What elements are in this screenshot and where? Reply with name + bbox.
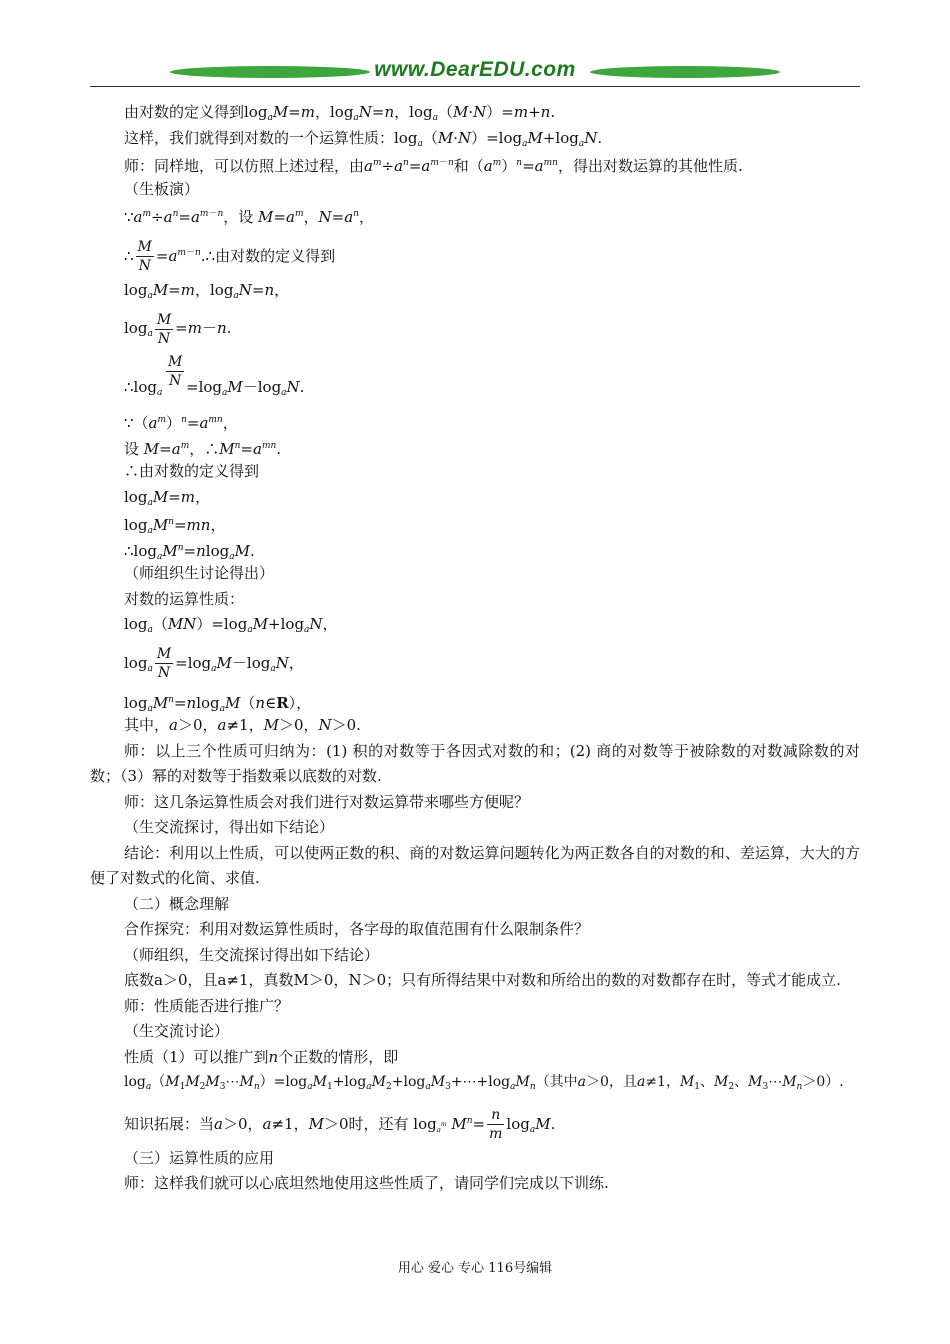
fraction: $\frac{M}{N}$ bbox=[137, 239, 152, 274]
text-line: 由对数的定义得到$\log_aM=m$，$\log_aN=n$，$\log_a(M\cdot N)=m+n$. bbox=[124, 103, 556, 123]
text-line: $\log_a$ $\frac{M}{N}$ $=\log_aM-\log_aN$， bbox=[124, 646, 304, 681]
text-line: 这样，我们就得到对数的一个运算性质：$\log_a(M\cdot N)=\log_aM+\log_aN$. bbox=[124, 128, 603, 149]
page-footer: 用心 爱心 专心 116号编辑 bbox=[397, 1261, 553, 1276]
paragraph: 结论：利用以上性质，可以使两正数的积、商的对数运算问题转化为两正数各自的对数的和、差运算，大大的方便了对数式的化简、求值. bbox=[90, 843, 860, 887]
fraction: $\frac{M}{N}$ bbox=[156, 311, 172, 347]
text-line: $\because a^m\div a^n=a^{m-n}$，设 $M=a^m$，$N=a^n$， bbox=[124, 208, 374, 226]
text-line: $\log_aM=m$， bbox=[124, 487, 210, 508]
text-line: 其中，a＞0，a≠1，M＞0，N＞0. bbox=[124, 716, 361, 734]
text-line: （生板演） bbox=[124, 179, 200, 198]
text-line: （师组织，生交流探讨得出如下结论） bbox=[124, 945, 380, 964]
text-line: 性质（1）可以推广到n个正数的情形，即 bbox=[124, 1047, 399, 1066]
text-line: ∴ $\frac{M}{N}$ $=a^{m-n}.\therefore$由对数的定义得到 bbox=[124, 239, 336, 274]
text-line: 师：同样地，可以仿照上述过程，由$a^m\div a^n=a^{m-n}$和$(a^m)^n=a^{mn}$，得出对数运算的其他性质. bbox=[124, 157, 743, 175]
section-heading: （二）概念理解 bbox=[124, 894, 230, 913]
document-body bbox=[90, 100, 860, 1197]
text-line: 师：这几条运算性质会对我们进行对数运算带来哪些方便呢？ bbox=[124, 792, 530, 811]
text-line: $\log_aM^n=mn$， bbox=[124, 516, 226, 536]
fraction: $\frac{M}{N}$ bbox=[156, 646, 172, 681]
text-line: $\log_a(MN)=\log_aM+\log_aN$， bbox=[124, 615, 338, 635]
text-line: ∴由对数的定义得到 bbox=[124, 462, 260, 480]
text-line: $\log_a$ $\frac{M}{N}$ =m－n. bbox=[124, 311, 232, 347]
text-line: $\therefore\log_a$ $\frac{M}{N}$ $=\log_aM-\log_aN$. bbox=[124, 354, 305, 398]
text-line: （生交流讨论） bbox=[124, 1022, 230, 1040]
text-line: $\because(a^m)^n=a^{mn}$， bbox=[124, 414, 238, 432]
fraction: $\frac{n}{m}$ bbox=[489, 1107, 503, 1142]
site-logo: www.DearEDU.com bbox=[374, 58, 576, 81]
text-line: 设 $M=a^m$，$\therefore M^n=a^{mn}$. bbox=[124, 439, 282, 458]
text-line: 师：性质能否进行推广？ bbox=[124, 996, 290, 1015]
text-line: $\log_aM^n=nlog_aM(n\in R)$， bbox=[124, 693, 312, 714]
text-line: $\therefore\log_aM^n=nlog_aM$. bbox=[124, 541, 255, 562]
paragraph: 底数a＞0，且a≠1，真数M＞0，N＞0；只有所得结果中对数和所给出的数的对数都存在时，等式才能成立. bbox=[124, 971, 841, 989]
text-line: （生交流探讨，得出如下结论） bbox=[124, 818, 335, 836]
text-line: （师组织生讨论得出） bbox=[124, 564, 275, 582]
text-line: $\log_a(M_1M_2M_3\cdots M_n)=\log_aM_1+\log_aM_2+\log_aM_3+\cdots+\log_aM_n$（其中a＞0，且a≠1，$M_1$、$M_2$、$M_3\cdots M_n>0$）. bbox=[124, 1074, 844, 1092]
paragraph: 师：以上三个性质可归纳为：(1) 积的对数等于各因式对数的和；(2) 商的对数等于被除数的对数减除数的对数；（3）幂的对数等于指数乘以底数的对数. bbox=[90, 741, 860, 785]
text-line: 知识拓展：当a＞0，a≠1，M＞0时，还有 $\log_{a^m} M^n=$ $\frac{n}{m}$ $\log_aM$. bbox=[124, 1107, 556, 1142]
text-line: 师：这样我们就可以心底坦然地使用这些性质了，请同学们完成以下训练. bbox=[124, 1174, 609, 1192]
section-heading: （三）运算性质的应用 bbox=[124, 1148, 275, 1167]
page-header bbox=[90, 58, 860, 94]
text-line: 对数的运算性质： bbox=[124, 589, 245, 608]
header-divider bbox=[90, 86, 860, 87]
text-line: 合作探究：利用对数运算性质时，各字母的取值范围有什么限制条件？ bbox=[124, 920, 590, 938]
fraction: $\frac{M}{N}$ bbox=[168, 354, 183, 389]
text-line: $\log_aM=m$，$\log_aN=n$， bbox=[124, 280, 290, 301]
